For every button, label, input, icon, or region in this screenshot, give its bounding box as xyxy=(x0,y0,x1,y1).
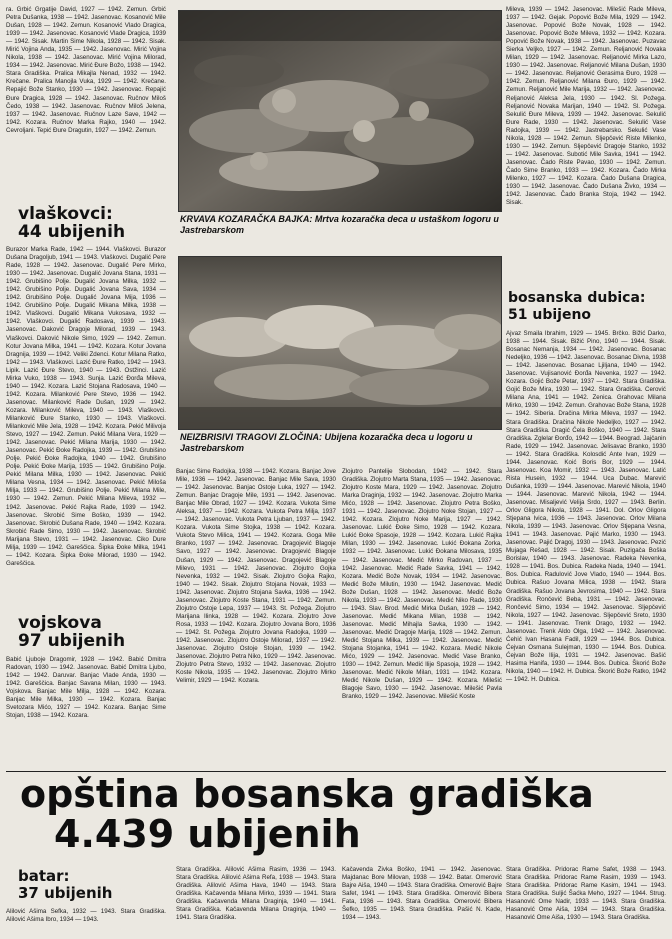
column-3-bottom xyxy=(342,468,502,770)
victims-list: Stara Gradiška. Alilović Ašima Rasim, 1936 — 1943. Stara Gradiška. Alilović Ašima Refa, 1938 — 1943. Stara Gradiška. Alilović Ašima Hava, 1940 — 1943. Stara Gradiška. Kačavenda Milana Mirko, 1939 — 1941. Stara Gradiška. Kačavenda Milana Draginja, 1940 — 1941. Stara Gradiška. Kačavenda Milana Draginja, 1940 — 1941. Stara Gradiška. xyxy=(176,866,336,922)
column-1-top xyxy=(6,6,166,192)
headline-title: opština bosanska gradiška xyxy=(20,772,594,816)
victims-list: Alilović Ašima Šefka, 1932 — 1943. Stara Gradiška. Alilović Ašima Ibro, 1934 — 1943. xyxy=(6,908,166,924)
column-4-dubica xyxy=(506,330,666,770)
section-heading-vojskova xyxy=(18,614,168,650)
photo-image xyxy=(179,11,501,211)
column-4-batar xyxy=(506,866,666,938)
photo-caption-1 xyxy=(180,214,500,236)
column-2-bottom xyxy=(176,468,336,770)
victims-list: Stara Gradiška. Pridorac Rame Safet, 1938 — 1943. Stara Gradiška. Pridorac Rame Rasim, 1939 — 1943. Stara Gradiška. Pridorac Rame Kasim, 1941 — 1943. Stara Gradiška. Suljić Šaćka Meho, 1927 — 1944. Strug. Hasanović Ome Nadir, 1933 — 1943. Stara Gradiška. Hasanović Ome Aiša, 1934 — 1943. Stara Gradiška. Hasanović Ome Aiša, 1930 — 1943. Stara Gradiška. xyxy=(506,866,666,922)
photo-dead-children-1 xyxy=(178,10,502,212)
section-heading-vlaskovci xyxy=(18,205,168,241)
photo-dead-children-2 xyxy=(178,256,502,430)
section-heading-bosanska-dubica xyxy=(508,290,670,324)
victim-count: 51 ubijeno xyxy=(508,307,592,323)
column-2-batar xyxy=(176,866,336,938)
photo-caption-2 xyxy=(180,432,500,454)
column-3-batar xyxy=(342,866,502,938)
victims-list: Ajvaz Smaila Ibrahim, 1929 — 1945. Brčko. Bižić Darko, 1938 — 1944. Sisak. Bižić Pino, 1940 — 1944. Sisak. Bosanac Nemanja, 1934 — 1942. Jasenovac. Bosanac Nedeljko, 1936 — 1942. Jasenovac. Bosanac Divna, 1938 — 1942. Jasenovac. Bosanac Ljiljana, 1940 — 1942. Jasenovac. Vujisanović Đorđa Nevenka, 1927 — 1942. Kozara. Gojić Bože Petar, 1937 — 1942. Stara Gradiška. Gojić Bože Mira, 1930 — 1942. Stara Gradiška. Cerović Milana Ana, 1941 — 1942. Zenica. Grahovac Milana Mirko, 1930 — 1942. Zemun. Grahovac Bože Stana, 1928 — 1942. Siberia. Dračina Mirka Mileva, 1937 — 1942. Stara Gradiška. Dračina Nikole Nedeljko, 1927 — 1942. Stara Gradiška. Dragić Ćela Boško, 1940 — 1942. Stara Gradiška. Zglelar Đorđo, 1942 — 1944. Beograd. Jajčanin Rade, 1929 — 1942. Jasenovac. Jelisavac Branko, 1930 — 1942. Stara Gradiška. Kolosdić Ante Ivan, 1929 — 1944. Jasenovac. Koić Boris Bor, 1929 — 1944. Jasenovac. Koa Momir, 1932 — 1943. Jasenovac. Latić Rista Husein, 1932 — 1944. Uca Dubac. Marević Dušanka, 1939 — 1944. Jasenovac. Marević Nikola, 1940 — 1944. Jasenovac. Marević Nikola, 1942 — 1944. Jasenovac. Misaljević Velija Srdo, 1927 — 1943. Berlin. Orlov Gligora Nikola, 1928 — 1941. Dol. Orlov Gligora Stjepana Ivica, 1936 — 1943. Jasenovac. Orlov Milana Nikola, 1939 — 1943. Jasenovac. Orlov Stjepana Vesna, 1941 — 1943. Jasenovac. Pajić Marko, 1930 — 1943. Jasenovac. Pajić Dragoj, 1930 — 1943. Jasenovac. Pezić Mujaga Rešad, 1928 — 1942. Sisak. Puzigača Boška Borislav, 1940 — 1943. Jasenovac. Radeka Nevenka, 1928 — 1941. Bos. Dubica. Radeka Nada, 1940 — 1941. Bos. Dubica. Radulović Jove Vlado, 1940 — 1944. Bos. Dubica. Rašuo Jovana Milica, 1938 — 1942. Stara Gradiška. Rašuo Jovana Jevrosima, 1940 — 1942. Stara Gradiška. Rončević Beba, 1931 — 1942. Jasenovac. Rončević Simo, 1934 — 1942. Jasenovac. Sljepčević Nikola, 1927 — 1942. Jasenovac. Sljepčević Sreto, 1930 — 1941. Jasenovac. Trenk Drago, 1932 — 1942. Jasenovac. Trenk Aldo Olga, 1942 — 1942. Jasenovac. Ćehić Ivan Hasana Fadil, 1929 — 1944. Bos. Dubica. Ćejvan Osmana Sulejman, 1930 — 1944. Bos. Dubica. Ćejvan Bože Ilija, 1931 — 1942. Jasenovac. Bašić Hasima Hanifa, 1930 — 1944. Bos. Dubica. Škorić Bože Nikola, 1940 — 1942. H. Dubica. Škorić Bože Ratko, 1942 — 1942. H. Dubica. xyxy=(506,330,666,684)
column-1-batar xyxy=(6,908,166,938)
section-heading-batar xyxy=(18,868,168,902)
victims-list: Banjac Sime Radojka, 1938 — 1942. Kozara. Banjac Jove Mile, 1936 — 1942. Jasenovac. Banjac Mile Sava, 1930 — 1942. Jasenovac. Banjac Ostoje Luka, 1927 — 1942. Zemun. Banjac Dragoje Mile, 1931 — 1942. Jasenovac. Banjac Mile Obrad, 1927 — 1942. Kozara. Vukota Sime Aleksa, 1937 — 1942. Kozara. Vukota Petra Milja, 1937 — 1942. Jasenovac. Vukota Petra Ljuban, 1937 — 1942. Kozara. Vukota Sime Stojka, 1938 — 1942. Kozara. Vukota Stevo Milica, 1941 — 1942. Kozara. Goga Mile Branko, 1937 — 1942. Jasenovac. Dragojević Blagoje Savo, 1927 — 1942. Jasenovac. Dragojević Blagoje Dušan, 1929 — 1942. Jasenovac. Dragojević Blagoje Milevo, 1931 — 1942. Jasenovac. Zlojutro Gojka Nevenka, 1932 — 1942. Sisak. Zlojutro Gojka Rajko, 1940 — 1942. Sisak. Zlojutro Stojana Novak, 1933 — 1942. Jasenovac. Zlojutro Stojana Savka, 1936 — 1942. Jasenovac. Zlojutro Koste Stana, 1931 — 1942. Zemun. Zlojutro Ostoje Lepa, 1937 — 1943. St. Požega. Zlojutro Marijana Ilinka, 1928 — 1942. Kozara. Zlojutro Jove Rosa, 1933 — 1942. Kozara. Zlojutro Jovana Boro, 1936 — 1942. St. Požega. Zlojutro Jovana Radojka, 1939 — 1942. Jasenovac. Zlojutro Ostoje Milorad, 1937 — 1942. Jasenovac. Zlojutro Ostoje Stojan, 1939 — 1942. Jasenovac. Zlojutro Petra Niko, 1929 — 1942. Jasenovac. Zlojutro Petra Stevo, 1932 — 1942. Jasenovac. Zlojutro Koste Nikola, 1935 — 1942. Jasenovac. Zlojutro Mirko Velimir, 1929 — 1942. Kozara. xyxy=(176,468,336,685)
victims-list: Zlojutro Pantelije Slobodan, 1942 — 1942. Stara Gradiška. Zlojutro Marta Stana, 1935 — 1942. Jasenovac. Zlojutro Koste Mara, 1929 — 1942. Jasenovac. Zlojutro Marka Draginja, 1932 — 1942. Jasenovac. Zlojutro Marka Mićo, 1928 — 1942. Jasenovac. Zlojutro Petra Boško, 1931 — 1942. Jasenovac. Zlojutro Noke Stojan, 1927 — 1942. Kozara. Zlojutro Noke Marija, 1927 — 1942. Jasenovac. Lukić Đoke Simo, 1928 — 1942. Kozara. Lukić Đoke Spasoje, 1928 — 1942. Kozara. Lukić Rajka Milan, 1930 — 1942. Jasenovac. Lukić Đokana Zorka, 1932 — 1942. Jasenovac. Lukić Đokana Milosava, 1935 — 1942. Jasenovac. Medić Mirko Radovan, 1937 — 1942. Jasenovac. Medić Rade Savka, 1941 — 1942. Kozara. Medić Bože Novak, 1934 — 1942. Jasenovac. Medić Bože Milutin, 1930 — 1942. Jasenovac. Medić Bože Dušan, 1928 — 1942. Jasenovac. Medić Bože Nikola, 1933 — 1942. Jasenovac. Medić Niko Rade, 1930 — 1943. Slav. Brod. Medić Mirka Dušan, 1928 — 1942. Jasenovac. Medić Mikana Milan, 1938 — 1942. Jasenovac. Medić Mihajla Savka, 1930 — 1942. Jasenovac. Medić Dragoje Marija, 1928 — 1942. Zemun. Medić Stojana Milka, 1939 — 1942. Jasenovac. Medić Stojana Stojanka, 1941 — 1942. Kozara. Medić Nikole Mićo, 1929 — 1942. Jasenovac. Medić Vase Branko, 1930 — 1942. Zemun. Medić Ilije Spasoja, 1928 — 1942. Jasenovac. Medić Nikole Milan, 1931 — 1942. Kozara. Medić Nikole Dušan, 1929 — 1942. Kozara. Milešić Blagoje Savo, 1930 — 1942. Jasenovac. Milešić Pavla Branko, 1929 — 1942. Jasenovac. Milešić Koste xyxy=(342,468,502,701)
section-title: bosanska dubica: xyxy=(508,290,646,306)
photo-image xyxy=(179,257,501,429)
section-title: batar: xyxy=(18,867,70,885)
victims-list: Kačavenda Živka Boško, 1941 — 1942. Jasenovac. Majdanac Bore Milovan, 1938 — 1942. Batar. Omerović Bajre Aiša, 1940 — 1943. Stara Gradiška. Omerović Bajre Safet, 1941 — 1943. Stara Gradiška. Omerović Bibera Fata, 1936 — 1943. Stara Gradiška. Omerović Bibera Šefko, 1935 — 1943. Stara Gradiška. Pašić N. Kade, 1934 — 1943. xyxy=(342,866,502,922)
victims-list: Mileva, 1939 — 1942. Jasenovac. Milešić Rade Mileva, 1937 — 1942. Gejak. Popović Bože Mila, 1929 — 1942. Jasenovac. Popović Bože Novak, 1928 — 1942. Jasenovac. Popović Bože Milevа, 1932 — 1942. Kozara. Popović Bože Novak, 1938 — 1942. Jasenovac. Puzavac Sierka Veljko, 1927 — 1942. Zemun. Reljanović Novaka Milan, 1929 — 1942. Jasenovac. Reljanović Mirka Lazo, 1930 — 1942. Jasenovac. Reljanović Milana Dušan, 1930 — 1942. Jasenovac. Reljanović Gerasima Đuro, 1928 — 1942. Zemun. Reljanović Milana Đuro, 1929 — 1942. Zemun. Reljanović Mile Marija, 1932 — 1942. Jasenovac. Reljanović Aleksa Jela, 1930 — 1942. Sl. Požega. Reljanović Novaka Marijan, 1940 — 1942. Sl. Požega. Sekulić Đure Mileva, 1939 — 1942. Jasenovac. Sekulić Đure Rade, 1930 — 1942. Jasenovac. Sekulić Vase Radojka, 1939 — 1942. Jastrebarsko. Sekulić Vase Nikola, 1928 — 1942. Zemun. Sljepčević Riste Milenko, 1930 — 1942. Zemun. Sljepčević Dragoje Stanko, 1932 — 1942. Jasenovac. Subotić Mile Savka, 1941 — 1942. Jasenovac. Čado Riste Pavao, 1930 — 1942. Zemun. Čado Sime Branko, 1933 — 1942. Kozara. Čado Mirka Milenko, 1927 — 1942. Kozara. Čado Dušana Dragica, 1930 — 1942. Jasenovac. Čado Dušana Živko, 1934 — 1942. Jasenovac. Čado Branka Stoja, 1942 — 1942. Sisak. xyxy=(506,6,666,207)
victims-list: Burazor Marka Rade, 1942 — 1944. Vlaškovci. Burazor Dušana Dragoljub, 1941 — 1943. Vlaškovci. Dugalić Pere Rade, 1928 — 1942. Jasenovac. Dugalić Pere Mirko, 1930 — 1942. Jasenovac. Dugalić Jovana Stana, 1931 — 1942. Grubišino Polje. Dugalić Jovana Milka, 1932 — 1942. Grubišino Polje. Dugalić Jovana Sava, 1934 — 1942. Grubišino Polje. Dugalić Jovana Mija, 1936 — 1942. Grubišino Polje. Dugalić Mikana Milka, 1938 — 1942. Vlaškovci. Dugalić Mikana Vukosava, 1932 — 1942. Vlaškovci. Dugalić Radosava, 1939 — 1943. Jasenovac. Daković Dragoje Milorad, 1939 — 1943. Vlaškovci. Daković Nikole Simo, 1929 — 1942. Zemun. Kotur Jovana Milka, 1941 — 1942. Kozara. Kotur Jovana Dragnija, 1939 — 1942. Veliki Zdenci. Kotur Milana Ratko, 1942 — 1943. Vlaškovci. Lazić Đure Ratko, 1942 — 1943. Lipik. Lazić Đure Stevo, 1940 — 1943. Ostžinci. Lazić Mirka Vuko, 1938 — 1943. Sunja. Lazić Đorđa Mileva, 1940 — 1942. Kozara. Lazić Stojana Radosava, 1940 — 1942. Kozara. Milanković Pere Stevo, 1936 — 1942. Jasenovac. Milanković Rade Dušan, 1929 — 1942. Kozara. Milanković Mileva, 1940 — 1943. Vlaškovci. Milanković Đure Stanko, 1930 — 1943. Vlaškovci. Milanković Mile Jela, 1928 — 1942. Kozara. Pekić Milivoja Stevo, 1927 — 1942. Zemun. Pekić Milana Vera, 1929 — 1942. Jasenovac. Pekić Milana Marija, 1930 — 1942. Jasenovac. Pekić Đoke Radojka, 1939 — 1942. Grubišino Polje. Pekić Đoke Radojka, 1940 — 1942. Grubišino Polje. Pekić Đoke Marija, 1935 — 1942. Grubišino Polje. Pekić Milana Milka, 1930 — 1942. Jasenovac. Pekić Milana Vesna, 1934 — 1942. Jasenovac. Pekić Miloša Milja, 1933 — 1942. Grubišino Polje. Pekić Milana Mile, 1930 — 1942. Zemun. Pekić Milana Mileva, 1932 — 1942. Jasenovac. Pekić Rajka Rade, 1939 — 1942. Jasenovac. Skrobić Sime Boško, 1939 — 1942. Jasenovac. Skrobić Dušana Rade, 1940 — 1942. Kozara. Skrobić Rade Simo, 1930 — 1942. Jasenovac. Skrobić Marijana Stevo, 1931 — 1942. Jasenovac. Ciko Dure Milja, 1939 — 1942. Gareščica. Šipka Đoke Milka, 1941 — 1942. Kozara. Šipka Đoke Milorad, 1930 — 1942. Gareščica. xyxy=(6,246,166,567)
victim-count: 37 ubijenih xyxy=(18,884,113,902)
headline-count: 4.439 ubijenih xyxy=(54,812,361,856)
victims-list: Babić Ljuboje Dragomir, 1928 — 1942. Babić Dmitra Radovan, 1930 — 1942. Jasenovac. Babić Dmitra Ljubo, 1942 — 1942. Daruvar. Banjac Vlade Anda, 1930 — 1942. Gareščica. Banjac Savana Milan, 1930 — 1943. Vojskova. Banjac Mile Milja, 1928 — 1942. Kozara. Banjac Mile Milka, 1930 — 1942. Kozara. Banjac Svetozara Mićo, 1927 — 1942. Kozara. Banjac Sime Stojan, 1938 — 1942. Kozara. xyxy=(6,656,166,720)
caption-text: KRVAVA KOZARAČKA BAJKA: Mrtva kozaračka deca u ustaškom logoru u Jastrebarskom xyxy=(180,214,499,235)
column-1-vlaskovci xyxy=(6,246,166,606)
caption-text: NEIZBRISIVI TRAGOVI ZLOČINA: Ubijena kozaračka deca u logoru u Jastrebarskom xyxy=(180,432,473,453)
victim-count: 44 ubijenih xyxy=(18,222,126,242)
section-title: vojskova xyxy=(18,613,102,633)
column-1-vojskova xyxy=(6,656,166,770)
victims-list: ra. Grbić Grgatije David, 1927 — 1942. Zemun. Grbić Petra Dušanka, 1938 — 1942. Jasenovac. Kosanović Mile Dušan, 1928 — 1942. Zemun. Kosanović Vlado Dragica, 1939 — 1942. Jasenovac. Kosanović Vlade Dragica, 1939 — 1942. Sisak. Martin Sime Nikola, 1928 — 1942. Sisak. Mirić Vojina Anda, 1935 — 1942. Jasenovac. Mirić Vojina Nikola, 1938 — 1942. Jasenovac. Mirić Vojina Milorad, 1934 — 1942. Jasenovac. Mirić Đure Božo, 1938 — 1942. Stara Gradiška. Pralica Mikajla Nenad, 1932 — 1942. Krečane. Pralica Manojla Vuka, 1929 — 1942. Krečane. Repajić Bože Stanko, 1930 — 1942. Jasenovac. Repajić Đure Dragica, 1928 — 1942. Jasenovac. Ručnov Miloš Čedo, 1938 — 1942. Jasenovac. Ručnov Miloš Jelena, 1937 — 1942. Jasenovac. Ručnov Laze Save, 1942 — 1942. Kozara. Ručnov Marka Rajko, 1940 — 1942. Cevroljani. Tepić Đure Dragutin, 1927 — 1942. Zemun. xyxy=(6,6,166,134)
municipality-headline xyxy=(20,774,660,854)
victim-count: 97 ubijenih xyxy=(18,631,126,651)
column-4-top xyxy=(506,6,666,264)
section-title: vlaškovci: xyxy=(18,204,113,224)
